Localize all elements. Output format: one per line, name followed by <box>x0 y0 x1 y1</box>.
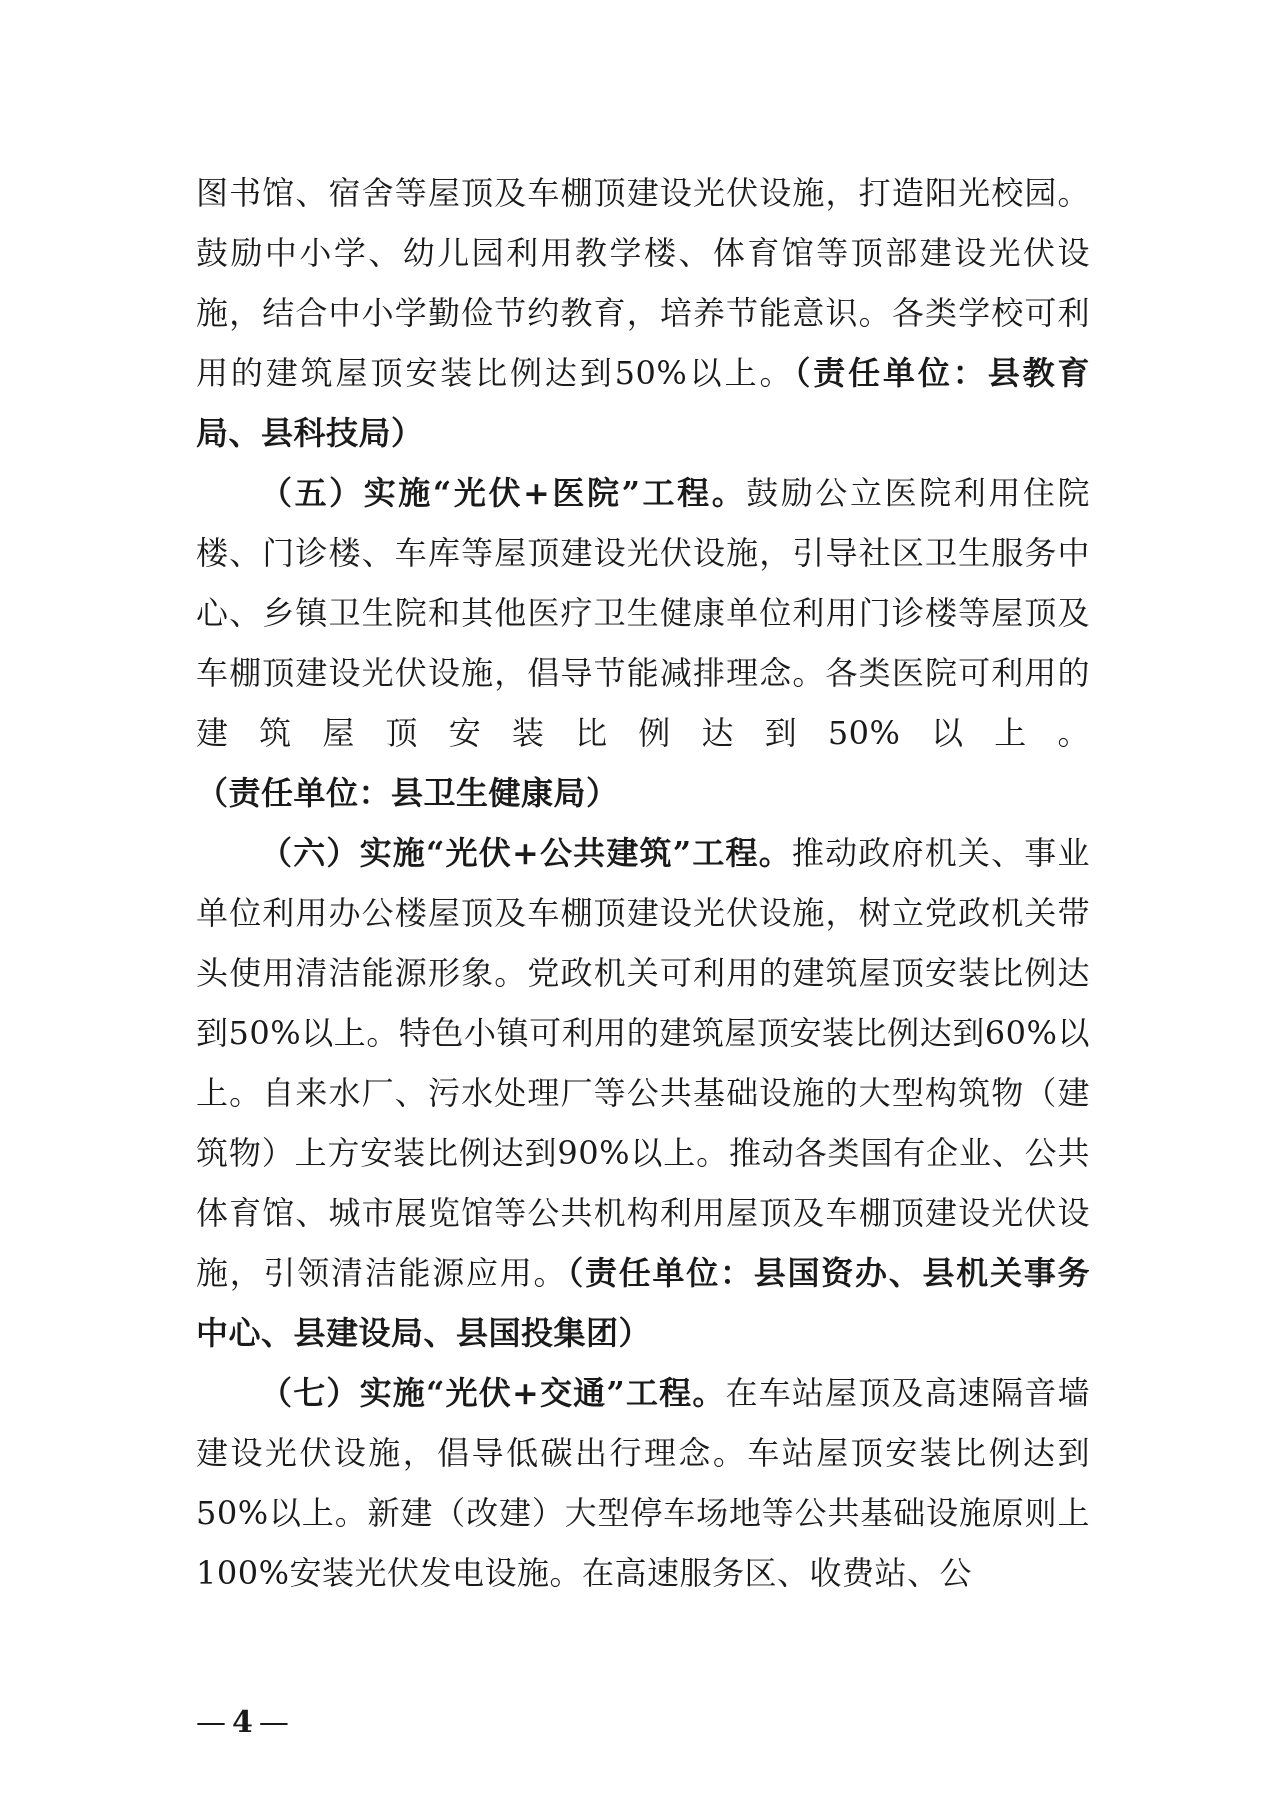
paragraph-text: 图书馆、宿舍等屋顶及车棚顶建设光伏设施，打造阳光校园。鼓励中小学、幼儿园利用教学楼、体育馆等顶部建设光伏设施，结合中小学勤俭节约教育，培养节能意识。各类学校可利用的建筑屋顶安装比例达到50%以上。 <box>196 174 1090 392</box>
paragraph-text: 在车站屋顶及高速隔音墙建设光伏设施，倡导低碳出行理念。车站屋顶安装比例达到50%以上。新建（改建）大型停车场地等公共基础设施原则上100%安装光伏发电设施。在高速服务区、收费站、公 <box>196 1374 1090 1592</box>
paragraph-public-buildings <box>196 823 1090 1363</box>
responsibility-note: （责任单位：县国资办、县机关事务中心、县建设局、县国投集团） <box>196 1254 1090 1352</box>
paragraph-transportation <box>196 1363 1090 1603</box>
paragraph-text: 鼓励公立医院利用住院楼、门诊楼、车库等屋顶建设光伏设施，引导社区卫生服务中心、乡镇卫生院和其他医疗卫生健康单位利用门诊楼等屋顶及车棚顶建设光伏设施，倡导节能减排理念。各类医院可利用的建筑屋顶安装比例达到50%以上。 <box>196 474 1090 752</box>
page-number: 4 <box>232 1705 253 1740</box>
responsibility-note: （责任单位：县教育局、县科技局） <box>196 354 1090 452</box>
section-heading: （七）实施“光伏+交通”工程。 <box>260 1374 726 1412</box>
paragraph-text: 推动政府机关、事业单位利用办公楼屋顶及车棚顶建设光伏设施，树立党政机关带头使用清洁能源形象。党政机关可利用的建筑屋顶安装比例达到50%以上。特色小镇可利用的建筑屋顶安装比例达到60%以上。自来水厂、污水处理厂等公共基础设施的大型构筑物（建筑物）上方安装比例达到90%以上。推动各类国有企业、公共体育馆、城市展览馆等公共机构利用屋顶及车棚顶建设光伏设施，引领清洁能源应用。 <box>196 834 1090 1292</box>
document-body <box>196 163 1090 1603</box>
responsibility-note: （责任单位：县卫生健康局） <box>196 774 619 812</box>
paragraph-hospitals <box>196 463 1090 823</box>
page-footer <box>196 1703 289 1743</box>
section-heading: （六）实施“光伏+公共建筑”工程。 <box>260 834 792 872</box>
section-heading: （五）实施“光伏+医院”工程。 <box>260 474 747 512</box>
footer-dash-left: — <box>196 1705 226 1740</box>
footer-dash-right: — <box>258 1705 289 1740</box>
paragraph-schools-continued <box>196 163 1090 463</box>
